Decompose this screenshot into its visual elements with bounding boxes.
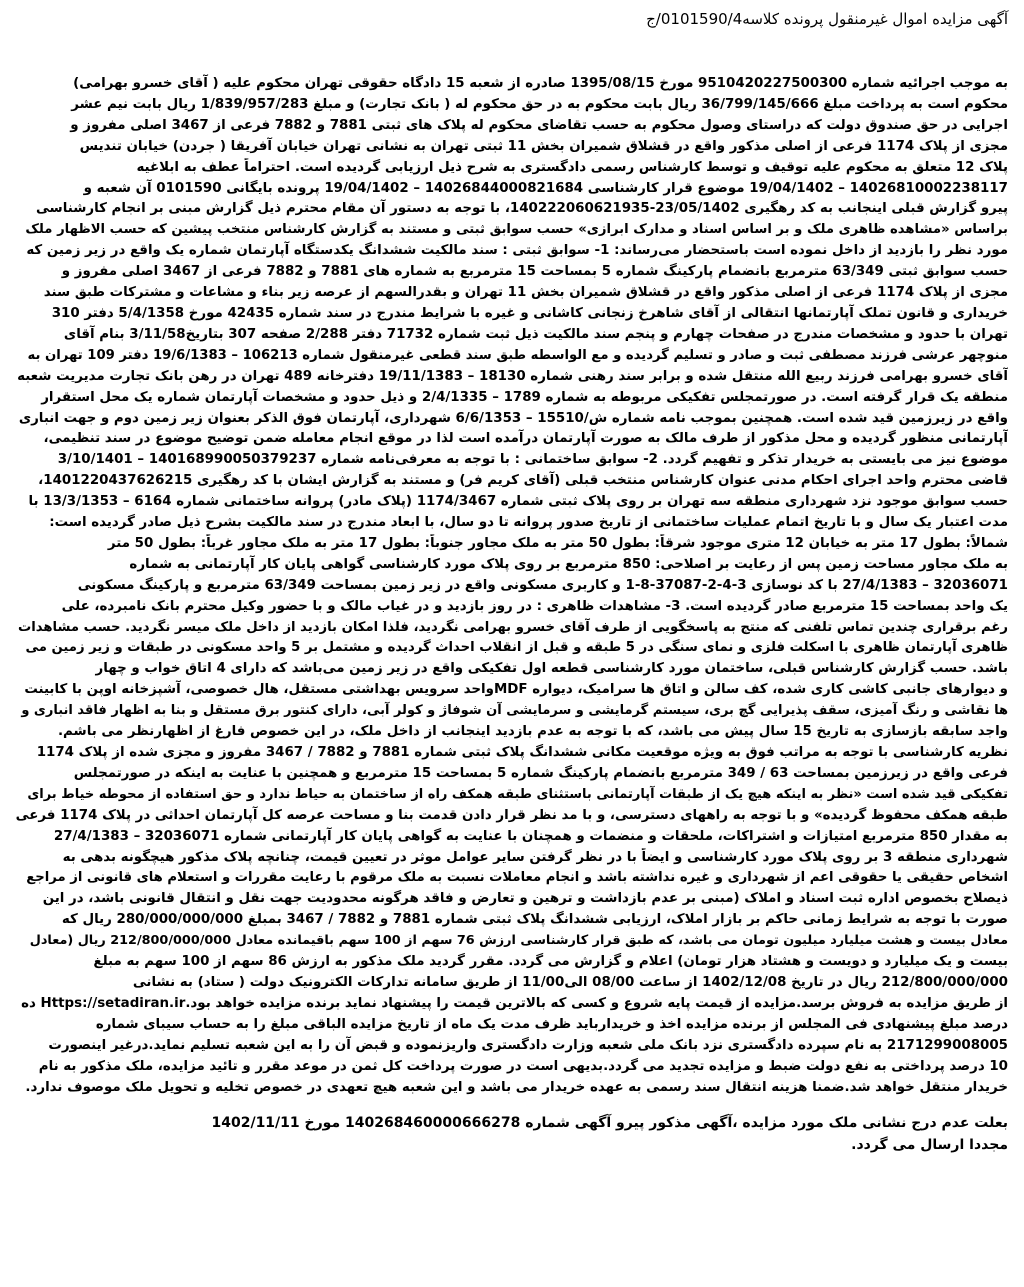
body-text-line: محکوم است به پرداخت مبلغ 36/799/145/666 ریال بابت محکوم به در حق محکوم له ( بانک تجارت) و مبلغ 1/839/957/283 ریال بابت نیم عشر xyxy=(71,96,1008,112)
notice-title: آگهی مزایده اموال غیرمنقول پرونده کلاسه0101590/4/ج xyxy=(646,10,1008,28)
body-text-line: از طریق مزایده به فروش برسد.مزایده از قیمت پایه شروع و کسی که بالاترین قیمت را پیشنهاد نماید برنده مزایده خواهد بود.Https://setadiran.ir ده xyxy=(21,995,1008,1011)
body-text-line: مدت اعتبار یک سال و با تاریخ اتمام عملیات ساختمانی از تاریخ صدور پروانه تا دو سال، با ابعاد مندرج در سند مالکیت بشرح ذیل صادر گردیده است: xyxy=(49,515,1008,531)
body-text-line: اشخاص حقیقی یا حقوقی اعم از شهرداری و غیره نداشته باشد و انجام معاملات نسبت به ملک مرقوم با رعایت مقررات و استعلام های قانونی از مراجع xyxy=(26,870,1008,886)
body-text-line: یک واحد بمساحت 15 مترمربع صادر گردیده است. 3- مشاهدات ظاهری : در روز بازدید و در غیاب مالک و با حضور وکیل محترم بانک نامبرده، علی xyxy=(61,598,1008,614)
body-text-line: باشد. حسب گزارش کارشناس قبلی، ساختمان مورد کارشناسی قطعه اول تفکیکی واقع در زیر زمین می‌باشد که دارای 4 اتاق خواب و چهار xyxy=(95,661,1008,677)
body-text-line: موضوع نیز می بایستی به خریدار تذکر و تفهیم گردد. 2- سوابق ساختمانی : با توجه به معرفی‌نامه شماره 140168990050379237 – 3/10/1401 xyxy=(57,452,1008,468)
body-text-line: 212/800/000/000 ریال در تاریخ 1402/12/08 از ساعت 08/00 الی11/00 از طریق سامانه تدارکات الکترونیک دولت ( ستاد) به نشانی xyxy=(132,974,1008,990)
body-text-line: درصد مبلغ پیشنهادی فی المجلس از برنده مزایده اخذ و خریدارباید ظرف مدت یک ماه از تاریخ مزایده الباقی مبلغ را به حساب سیبای شماره xyxy=(95,1016,1008,1032)
notice-footer xyxy=(16,1112,1008,1156)
body-text-line: مورد نظر را بازدید از داخل نموده است باستحضار می‌رساند: 1- سوابق ثبتی : سند مالکیت ششدانگ یکدستگاه آپارتمان شماره یک واقع در زیر زمین که xyxy=(26,243,1008,259)
body-text-line: حسب سوابق ثبتی 63/349 مترمربع بانضمام پارکینگ شماره 5 بمساحت 15 مترمربع به شماره های 7881 و 7882 فرعی از 3467 اصلی مفروز و xyxy=(61,264,1008,280)
body-text-line: و دیوارهای جانبی کاشی کاری شده، کف سالن و اتاق ها سرامیک، دیواره MDFواحد سرویس بهداشتی مستقل، هال خصوصی، آشپزخانه اوپن با کابینت xyxy=(24,682,1008,698)
footer-text-line: مجددا ارسال می گردد. xyxy=(851,1137,1008,1154)
body-text-line: اجرایی در حق صندوق دولت که دراستای وصول محکوم به حسب تقاضای محکوم له پلاک های ثبتی 7881 و 7882 فرعی از 3467 اصلی مفروز و xyxy=(70,117,1008,133)
body-text-line: 2171299008005 به نام سپرده دادگستری نزد بانک ملی شعبه وزارت دادگستری واریزنموده و قبض آن را به این شعبه تسلیم نماید.درغیر اینصورت xyxy=(48,1037,1008,1053)
body-text-line: رغم برقراری چندین تماس تلفنی که منتج به پاسخگویی از طرف آقای خسرو بهرامی نگردید، فلذا امکان بازدید از داخل ملک میسر نگردید. حسب مشاهدات xyxy=(17,619,1008,635)
body-text-line: حسب سوابق موجود نزد شهرداری منطقه سه تهران بر روی پلاک ثبتی شماره 1174/3467 (پلاک مادر) پروانه ساختمانی شماره 6164 – 13/3/1353 با xyxy=(28,494,1008,510)
body-text-line: معادل بیست و هشت میلیارد میلیون تومان می باشد، که طبق قرار کارشناسی ارزش 76 سهم از 100 سهم باقیمانده معادل 212/800/000/000 ریال (معادل xyxy=(29,933,1008,949)
body-text-line: به ملک مجاور مساحت زمین پس از رعایت بر اصلاحی: 850 مترمربع بر روی پلاک مورد کارشناسی گواهی پایان کار آپارتمانی به شماره xyxy=(129,556,1008,572)
body-text-line: بیست و یک میلیارد و دویست و هشتاد هزار تومان) اعلام و گزارش می گردد. مقرر گردید ملک مذکور به ارزش 86 سهم از 100 سهم به مبلغ xyxy=(93,954,1008,970)
body-text-line: به موجب اجرائیه شماره 9510420227500300 مورخ 1395/08/15 صادره از شعبه 15 دادگاه حقوقی تهران محکوم علیه ( آقای خسرو بهرامی) xyxy=(73,76,1008,91)
body-text-line: منطقه یک قرار گرفته است. در صورتمجلس تفکیکی مربوطه به شماره 1789 – 2/4/1335 و ذیل حدود و مشخصات آپارتمان شماره یک محل استقرار xyxy=(41,389,1008,405)
body-text-line: آپارتمانی منظور گردیده و محل مذکور از طرف مالک به صورت آپارتمان درآمده است لذا در موقع انجام معامله ضمن توضیح موضوع در سند تنظیمی، xyxy=(43,431,1008,447)
body-text-line: تهران با حدود و مشخصات مندرج در صفحات چهارم و پنجم سند مالکیت ذیل ثبت شماره 71732 دفتر 2/288 صفحه 307 بتاریخ3/11/58 بنام آقای xyxy=(63,326,1008,342)
body-text-line: مجزی از پلاک 1174 فرعی از اصلی مذکور واقع در قشلاق شمیران بخش 11 ثبتی تهران به نشانی تهران خیابان آفریقا ( جردن) خیابان تندیس xyxy=(79,138,1008,154)
body-text-line: واقع در زیرزمین قید شده است. همچنین بموجب نامه شماره ش/15510 – 6/6/1353 شهرداری، آپارتمان فوق الذکر بعنوان زیر زمین دوم و جهت انباری xyxy=(18,410,1008,426)
body-text-line: طبقه همکف محفوظ گردیده» و با توجه به راههای دسترسی، و با مد نظر قرار دادن قدمت بنا و مساحت عرصه کل آپارتمان احداثی در پلاک 1174 فرعی xyxy=(16,807,1008,823)
body-text-line: ذیصلاح بخصوص اداره ثبت اسناد و املاک (مبنی بر عدم بازداشت و ترهین و تعارض و فاقد هرگونه محدودیت جهت نقل و انتقال قانونی باشد، در این xyxy=(42,891,1008,907)
body-text-line: 10 درصد پرداختی به نفع دولت ضبط و مزایده تجدید می گردد.بدیهی است در صورت پرداخت کل ثمن در موعد مقرر و تائید مزایده، ملک مذکور به نام xyxy=(38,1058,1008,1074)
body-text-line: ظاهری آپارتمان ظاهری با اسکلت فلزی و نمای سنگی در 5 طبقه و قبل از انقلاب احداث گردیده و مشتمل بر 5 واحد مسکونی در طبقات و زیر زمین می xyxy=(25,640,1008,656)
body-text-line: به مقدار 850 مترمربع امتیازات و اشتراکات، ملحقات و منضمات و همچنان با عنایت به گواهی پایان کار آپارتمانی شماره 32036071 – 27/4/1383 xyxy=(53,828,1008,844)
body-text-line: خریدار منتقل خواهد شد.ضمنا هزینه انتقال سند رسمی به عهده خریدار می باشد و این شعبه هیچ تعهدی در خصوص تخلیه و تحویل ملک موصوف ندارد. xyxy=(25,1079,1008,1095)
body-text-line: مجزی از پلاک 1174 فرعی از اصلی مذکور واقع در قشلاق شمیران بخش 11 تهران و بقدرالسهم از عرصه زیر بناء و مشاعات و مشترکات طبق سند xyxy=(43,285,1008,301)
body-text-line: براساس «مشاهده ظاهری ملک و بر اساس اسناد و مدارک ابرازی» حسب سوابق ثبتی و مستند به گزارش کارشناس منتخب پیشین که حسب الاظهار ملک xyxy=(25,222,1008,238)
body-text-line: آقای خسرو بهرامی فرزند ربیع الله منتقل شده و برابر سند رهنی شماره 18130 – 19/11/1383 دفترخانه 489 تهران در رهن بانک تجارت مدیریت شعبه xyxy=(17,368,1008,384)
body-text-line: ها نقاشی و رنگ آمیزی، سقف پذیرایی گچ بری، سیستم گرمایشی و سرمایشی آن شوفاژ و کولر آبی، دارای کنتور برق مستقل و بنا به اظهار فاقد انباری و xyxy=(21,703,1008,719)
body-text-line: منوچهر عرشی فرزند مصطفی ثبت و صادر و تسلیم گردیده و مع الواسطه طبق سند قطعی غیرمنقول شماره 106213 – 19/6/1383 دفتر 109 تهران به xyxy=(27,347,1008,363)
footer-text-line: بعلت عدم درج نشانی ملک مورد مزایده ،آگهی مذکور پیرو آگهی شماره 140268460000666278 مورخ 1402/11/11 xyxy=(211,1115,1008,1132)
body-text-line: تفکیکی قید شده است «نظر به اینکه هیچ یک از طبقات آپارتمانی باستثنای طبقه همکف راه از ساختمان به حیاط ندارد و حق استفاده از محوطه خیاط برای xyxy=(27,786,1008,802)
notice-body xyxy=(16,74,1008,1098)
body-text-line: پیرو گزارش قبلی اینجانب به کد رهگیری 23/05/1402-140222060621935، با توجه به دستور آن مقام محترم ذیل گزارش مبنی بر انجام کارشناسی xyxy=(35,201,1008,217)
body-text-line: 14026810002238117 – 19/04/1402 موضوع قرار کارشناسی 14026844000821684 – 19/04/1402 پرونده بایگانی 0101590 آن شعبه و xyxy=(83,180,1008,196)
body-text-line: شهرداری منطقه 3 بر روی پلاک مورد کارشناسی و ایضاً با در نظر گرفتن سایر عوامل موثر در تعیین قیمت، چنانچه پلاک مذکور هیچگونه بدهی به xyxy=(62,849,1008,865)
body-text-line: واجد سابقه بازسازی به تاریخ 15 سال پیش می باشد، که با توجه به عدم بازدید اینجانب از داخل ملک، در این خصوص فارغ از اظهارنظر می باشم. xyxy=(57,724,1008,740)
body-text-line: قاضی محترم واحد اجرای احکام مدنی عنوان کارشناس منتخب قبلی (آقای کریم فر) و مستند به گزارش ایشان با کد رهگیری 140122043762621‌5، xyxy=(38,473,1008,489)
body-text-line: 32036071 – 27/4/1383 با کد نوسازی 3-4-2-37087-8-1 و کاربری مسکونی واقع در زیر زمین بمساحت 63/349 مترمربع و پارکینگ مسکونی xyxy=(77,577,1008,593)
body-text-line: پلاک 12 متعلق به محکوم علیه توقیف و توسط کارشناس رسمی دادگستری به شرح ذیل ارزیابی گردیده است. احتراماً عطف به ابلاغیه xyxy=(136,159,1008,175)
body-text-line: خریداری و قانون تملک آپارتمانها انتقالی از آقای شاهرخ زنجانی کاشانی و غیره با شرایط مندرج در سند شماره 42435 مورخ 5/4/1358 دفتر 310 xyxy=(51,305,1008,321)
body-text-line: صورت با توجه به شرایط زمانی حاکم بر بازار املاک، ارزیابی ششدانگ پلاک ثبتی شماره 7881 و 7882 / 3467 بمبلغ 280/000/000/000 ریال که xyxy=(61,912,1008,928)
body-text-line: فرعی واقع در زیرزمین بمساحت 63 / 349 مترمربع بانضمام پارکینگ شماره 5 بمساحت 15 مترمربع و همچنین با عنایت به اینکه در صورتمجلس xyxy=(73,765,1008,781)
body-text-line: شمالاً: بطول 17 متر به خیابان 12 متری موجود شرقاً: بطول 50 متر به ملک مجاور جنوباً: بطول 17 متر به ملک مجاور غرباً: بطول 50 متر xyxy=(107,535,1008,551)
body-text-line: نظریه کارشناسی با توجه به مراتب فوق به ویژه موقعیت مکانی ششدانگ پلاک ثبتی شماره 7881 و 7882 / 3467 مفروز و مجزی شده از پلاک 1174 xyxy=(36,745,1008,760)
